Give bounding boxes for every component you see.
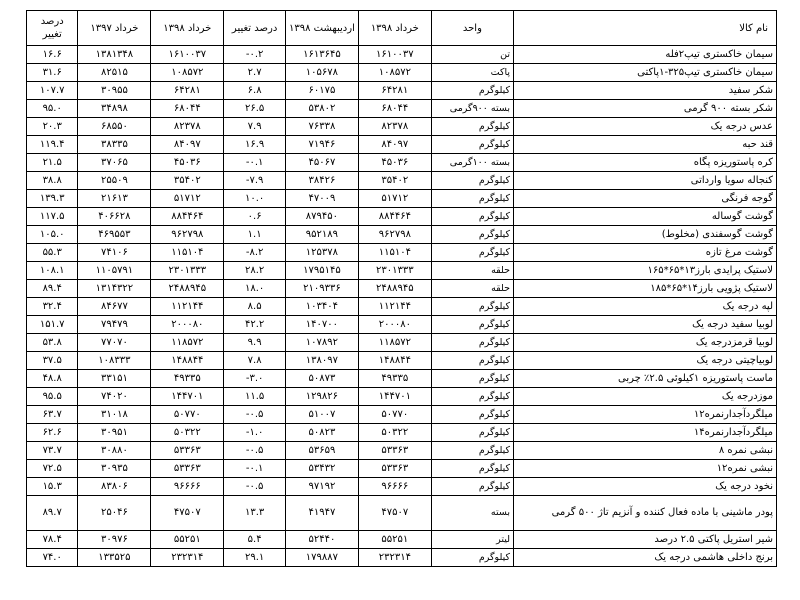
cell-c6: ۶۳.۷ — [27, 406, 78, 424]
cell-name: گوشت گوسفندی (مخلوط) — [514, 226, 777, 244]
cell-c1: ۴۹۳۳۵ — [358, 370, 431, 388]
cell-c5: ۳۰۹۵۵ — [78, 82, 151, 100]
cell-name: گوشت گوساله — [514, 208, 777, 226]
cell-name: لاستیک پژویی بارز۱۴*۶۵*۱۸۵ — [514, 280, 777, 298]
cell-unit: بسته ۹۰۰گرمی — [431, 100, 513, 118]
cell-unit: لیتر — [431, 531, 513, 549]
cell-c5: ۶۸۵۵۰ — [78, 118, 151, 136]
cell-c5: ۴۶۹۵۵۳ — [78, 226, 151, 244]
cell-c5: ۳۳۱۵۱ — [78, 370, 151, 388]
cell-c1: ۵۰۷۷۰ — [358, 406, 431, 424]
cell-c6: ۷۲.۵ — [27, 460, 78, 478]
cell-c6: ۱۰۷.۷ — [27, 82, 78, 100]
cell-c1: ۶۴۲۸۱ — [358, 82, 431, 100]
cell-c3: ۶.۸ — [224, 82, 286, 100]
cell-unit: حلقه — [431, 280, 513, 298]
cell-c2: ۱۷۹۵۱۴۵ — [285, 262, 358, 280]
cell-c2: ۵۳۶۵۹ — [285, 442, 358, 460]
cell-c3: ۷.۹ — [224, 118, 286, 136]
cell-name: گوجه فرنگی — [514, 190, 777, 208]
table-row — [27, 549, 777, 567]
table-row — [27, 190, 777, 208]
cell-c3: ۱۰.۰ — [224, 190, 286, 208]
cell-c4: ۸۸۴۴۶۴ — [151, 208, 224, 226]
cell-c6: ۱۱۹.۴ — [27, 136, 78, 154]
cell-c1: ۱۱۲۱۴۴ — [358, 298, 431, 316]
cell-name: نبشی نمره ۸ — [514, 442, 777, 460]
cell-c4: ۱۱۸۵۷۲ — [151, 334, 224, 352]
cell-c6: ۱۵.۳ — [27, 478, 78, 496]
cell-name: عدس درجه یک — [514, 118, 777, 136]
cell-unit: کیلوگرم — [431, 388, 513, 406]
cell-c6: ۲۰.۳ — [27, 118, 78, 136]
cell-c3: ۲۸.۲ — [224, 262, 286, 280]
cell-name: لاستیک پرایدی بارز۱۳*۶۵*۱۶۵ — [514, 262, 777, 280]
cell-c1: ۶۸۰۴۴ — [358, 100, 431, 118]
cell-c1: ۱۴۸۸۴۴ — [358, 352, 431, 370]
cell-c4: ۳۵۴۰۲ — [151, 172, 224, 190]
cell-c2: ۱۶۱۳۶۴۵ — [285, 46, 358, 64]
cell-c3: ۱۳.۳ — [224, 496, 286, 531]
cell-c5: ۷۴۰۲۰ — [78, 388, 151, 406]
cell-c5: ۷۴۱۰۶ — [78, 244, 151, 262]
table-row — [27, 82, 777, 100]
cell-name: لوبیا قرمزدرجه یک — [514, 334, 777, 352]
cell-unit: کیلوگرم — [431, 172, 513, 190]
cell-c3: ۱۶.۹ — [224, 136, 286, 154]
cell-c1: ۸۲۳۷۸ — [358, 118, 431, 136]
table-row — [27, 118, 777, 136]
cell-c2: ۵۳۸۰۲ — [285, 100, 358, 118]
cell-unit: کیلوگرم — [431, 82, 513, 100]
cell-c2: ۵۰۸۷۳ — [285, 370, 358, 388]
cell-c3: ۵.۴ — [224, 531, 286, 549]
cell-c4: ۲۳۲۳۱۴ — [151, 549, 224, 567]
cell-c3: -۰.۵ — [224, 406, 286, 424]
cell-unit: کیلوگرم — [431, 208, 513, 226]
cell-name: موزدرجه یک — [514, 388, 777, 406]
cell-c1: ۲۴۸۸۹۴۵ — [358, 280, 431, 298]
table-row — [27, 100, 777, 118]
cell-name: شکر بسته ۹۰۰ گرمی — [514, 100, 777, 118]
cell-c5: ۲۱۶۱۳ — [78, 190, 151, 208]
cell-unit: کیلوگرم — [431, 442, 513, 460]
table-row — [27, 226, 777, 244]
header-c5: خرداد ۱۳۹۷ — [78, 11, 151, 46]
cell-c3: -۳.۰ — [224, 370, 286, 388]
cell-c2: ۲۱۰۹۳۳۶ — [285, 280, 358, 298]
table-row — [27, 424, 777, 442]
cell-c6: ۸۹.۴ — [27, 280, 78, 298]
cell-name: سیمان خاکستری تیپ۲فله — [514, 46, 777, 64]
cell-unit: کیلوگرم — [431, 549, 513, 567]
cell-c2: ۷۱۹۴۶ — [285, 136, 358, 154]
table-row — [27, 406, 777, 424]
cell-name: لپه درجه یک — [514, 298, 777, 316]
table-row — [27, 262, 777, 280]
cell-c4: ۲۰۰۰۸۰ — [151, 316, 224, 334]
cell-c3: ۰.۶ — [224, 208, 286, 226]
cell-c5: ۳۰۸۸۰ — [78, 442, 151, 460]
cell-c5: ۲۵۰۴۶ — [78, 496, 151, 531]
cell-c3: ۹.۹ — [224, 334, 286, 352]
cell-c6: ۵۵.۳ — [27, 244, 78, 262]
table-row — [27, 46, 777, 64]
cell-c1: ۳۵۴۰۲ — [358, 172, 431, 190]
cell-name: نخود درجه یک — [514, 478, 777, 496]
cell-c6: ۲۱.۵ — [27, 154, 78, 172]
cell-c2: ۵۳۴۳۲ — [285, 460, 358, 478]
cell-c5: ۳۰۹۳۵ — [78, 460, 151, 478]
header-c3: درصد تغییر — [224, 11, 286, 46]
cell-c4: ۶۴۲۸۱ — [151, 82, 224, 100]
cell-unit: کیلوگرم — [431, 316, 513, 334]
cell-c4: ۹۶۲۷۹۸ — [151, 226, 224, 244]
cell-unit: حلقه — [431, 262, 513, 280]
cell-c3: ۸.۵ — [224, 298, 286, 316]
cell-c4: ۲۴۸۸۹۴۵ — [151, 280, 224, 298]
cell-unit: کیلوگرم — [431, 136, 513, 154]
cell-unit: کیلوگرم — [431, 334, 513, 352]
cell-c3: ۲۹.۱ — [224, 549, 286, 567]
cell-c3: -۰.۵ — [224, 442, 286, 460]
cell-c6: ۳۱.۶ — [27, 64, 78, 82]
cell-c3: ۲۶.۵ — [224, 100, 286, 118]
cell-c2: ۴۵۰۶۷ — [285, 154, 358, 172]
cell-c1: ۵۰۳۲۲ — [358, 424, 431, 442]
cell-c4: ۵۰۳۲۲ — [151, 424, 224, 442]
cell-c4: ۱۴۴۷۰۱ — [151, 388, 224, 406]
cell-c2: ۳۸۴۲۶ — [285, 172, 358, 190]
cell-c6: ۱۵۱.۷ — [27, 316, 78, 334]
header-c4: خرداد ۱۳۹۸ — [151, 11, 224, 46]
cell-c6: ۹۵.۵ — [27, 388, 78, 406]
cell-c4: ۹۶۶۶۶ — [151, 478, 224, 496]
cell-c6: ۴۸.۸ — [27, 370, 78, 388]
cell-c5: ۳۱۰۱۸ — [78, 406, 151, 424]
cell-name: میلگردآجدارنمره۱۲ — [514, 406, 777, 424]
cell-name: میلگردآجدارنمره۱۴ — [514, 424, 777, 442]
cell-c5: ۳۴۸۹۸ — [78, 100, 151, 118]
cell-c6: ۳۷.۵ — [27, 352, 78, 370]
cell-c1: ۱۱۵۱۰۴ — [358, 244, 431, 262]
cell-name: شیر استریل پاکتی ۲.۵ درصد — [514, 531, 777, 549]
table-row — [27, 442, 777, 460]
cell-c2: ۱۰۳۴۰۴ — [285, 298, 358, 316]
cell-c6: ۱۱۷.۵ — [27, 208, 78, 226]
cell-c3: -۰.۱ — [224, 154, 286, 172]
cell-c2: ۵۱۰۰۷ — [285, 406, 358, 424]
table-row — [27, 388, 777, 406]
cell-c2: ۱۳۸۰۹۷ — [285, 352, 358, 370]
table-row — [27, 154, 777, 172]
header-unit: واحد — [431, 11, 513, 46]
cell-c2: ۶۰۱۷۵ — [285, 82, 358, 100]
cell-c2: ۱۲۵۳۷۸ — [285, 244, 358, 262]
cell-c4: ۱۱۵۱۰۴ — [151, 244, 224, 262]
cell-c4: ۵۳۳۶۳ — [151, 442, 224, 460]
cell-unit: کیلوگرم — [431, 244, 513, 262]
header-c6: درصد تغییر — [27, 11, 78, 46]
cell-c5: ۷۷۰۷۰ — [78, 334, 151, 352]
cell-c2: ۴۷۰۰۹ — [285, 190, 358, 208]
cell-c2: ۱۰۷۸۹۲ — [285, 334, 358, 352]
cell-c1: ۸۸۴۴۶۴ — [358, 208, 431, 226]
cell-c1: ۵۳۳۶۳ — [358, 460, 431, 478]
cell-c5: ۳۰۹۷۶ — [78, 531, 151, 549]
cell-c6: ۷۴.۰ — [27, 549, 78, 567]
cell-c5: ۴۰۶۶۲۸ — [78, 208, 151, 226]
table-row — [27, 208, 777, 226]
table-row — [27, 460, 777, 478]
cell-c5: ۸۳۸۰۶ — [78, 478, 151, 496]
cell-unit: کیلوگرم — [431, 370, 513, 388]
cell-c4: ۱۶۱۰۰۳۷ — [151, 46, 224, 64]
cell-c6: ۸۹.۷ — [27, 496, 78, 531]
table-row — [27, 244, 777, 262]
cell-c1: ۱۰۸۵۷۲ — [358, 64, 431, 82]
cell-c4: ۱۰۸۵۷۲ — [151, 64, 224, 82]
table-body — [27, 46, 777, 567]
cell-c6: ۱۳۹.۳ — [27, 190, 78, 208]
cell-name: برنج داخلی هاشمی درجه یک — [514, 549, 777, 567]
cell-c1: ۲۳۰۱۳۳۳ — [358, 262, 431, 280]
cell-name: شکر سفید — [514, 82, 777, 100]
cell-c5: ۱۳۳۵۲۵ — [78, 549, 151, 567]
cell-c1: ۴۷۵۰۷ — [358, 496, 431, 531]
cell-c4: ۵۵۲۵۱ — [151, 531, 224, 549]
cell-name: گوشت مرغ تازه — [514, 244, 777, 262]
cell-c1: ۱۶۱۰۰۳۷ — [358, 46, 431, 64]
table-row — [27, 370, 777, 388]
cell-c3: ۴۲.۲ — [224, 316, 286, 334]
cell-c2: ۱۴۰۷۰۰ — [285, 316, 358, 334]
cell-c6: ۳۲.۴ — [27, 298, 78, 316]
table-row — [27, 334, 777, 352]
table-row — [27, 298, 777, 316]
price-table — [26, 10, 777, 567]
cell-c4: ۵۱۷۱۲ — [151, 190, 224, 208]
cell-c2: ۹۷۱۹۲ — [285, 478, 358, 496]
table-row — [27, 172, 777, 190]
cell-c1: ۹۶۲۷۹۸ — [358, 226, 431, 244]
cell-name: ماست پاستوریزه ۱کیلوئی ۲.۵٪ چربی — [514, 370, 777, 388]
table-row — [27, 496, 777, 531]
cell-c3: -۸.۲ — [224, 244, 286, 262]
cell-c5: ۱۱۰۵۷۹۱ — [78, 262, 151, 280]
price-table-container — [26, 10, 777, 567]
cell-unit: کیلوگرم — [431, 352, 513, 370]
cell-c1: ۴۵۰۳۶ — [358, 154, 431, 172]
cell-c6: ۱۶.۶ — [27, 46, 78, 64]
cell-c1: ۲۳۲۳۱۴ — [358, 549, 431, 567]
cell-c3: ۱۸.۰ — [224, 280, 286, 298]
cell-name: پودر ماشینی با ماده فعال کننده و آنزیم تاژ ۵۰۰ گرمی — [514, 496, 777, 531]
table-row — [27, 136, 777, 154]
cell-unit: پاکت — [431, 64, 513, 82]
cell-c2: ۹۵۲۱۸۹ — [285, 226, 358, 244]
cell-c6: ۹۵.۰ — [27, 100, 78, 118]
cell-c5: ۱۰۸۳۳۳ — [78, 352, 151, 370]
cell-c6: ۷۸.۴ — [27, 531, 78, 549]
cell-c3: ۷.۸ — [224, 352, 286, 370]
cell-c1: ۱۴۴۷۰۱ — [358, 388, 431, 406]
cell-unit: کیلوگرم — [431, 190, 513, 208]
table-row — [27, 352, 777, 370]
cell-unit: کیلوگرم — [431, 118, 513, 136]
cell-c4: ۱۱۲۱۴۴ — [151, 298, 224, 316]
cell-name: کره پاستوریزه پگاه — [514, 154, 777, 172]
cell-c5: ۳۸۳۳۵ — [78, 136, 151, 154]
cell-unit: کیلوگرم — [431, 478, 513, 496]
cell-c5: ۸۲۵۱۵ — [78, 64, 151, 82]
cell-c4: ۸۴۰۹۷ — [151, 136, 224, 154]
cell-c4: ۸۲۳۷۸ — [151, 118, 224, 136]
cell-unit: کیلوگرم — [431, 298, 513, 316]
table-row — [27, 280, 777, 298]
cell-c6: ۷۳.۷ — [27, 442, 78, 460]
cell-c1: ۱۱۸۵۷۲ — [358, 334, 431, 352]
cell-c2: ۷۶۳۳۸ — [285, 118, 358, 136]
cell-c3: -۱.۰ — [224, 424, 286, 442]
cell-name: قند حبه — [514, 136, 777, 154]
cell-c6: ۵۳.۸ — [27, 334, 78, 352]
cell-c3: ۱۱.۵ — [224, 388, 286, 406]
cell-unit: کیلوگرم — [431, 424, 513, 442]
cell-c5: ۲۵۵۰۹ — [78, 172, 151, 190]
cell-c4: ۲۳۰۱۳۳۳ — [151, 262, 224, 280]
cell-name: کنجاله سویا وارداتی — [514, 172, 777, 190]
cell-c1: ۵۳۳۶۳ — [358, 442, 431, 460]
cell-c4: ۴۹۳۳۵ — [151, 370, 224, 388]
cell-c5: ۸۴۶۷۷ — [78, 298, 151, 316]
cell-c3: -۰.۲ — [224, 46, 286, 64]
cell-c3: -۰.۱ — [224, 460, 286, 478]
cell-c2: ۱۷۹۸۸۷ — [285, 549, 358, 567]
table-row — [27, 531, 777, 549]
cell-c6: ۱۰۸.۱ — [27, 262, 78, 280]
cell-c1: ۸۴۰۹۷ — [358, 136, 431, 154]
cell-c4: ۱۴۸۸۴۴ — [151, 352, 224, 370]
cell-c1: ۵۵۲۵۱ — [358, 531, 431, 549]
cell-c3: -۰.۵ — [224, 478, 286, 496]
cell-c6: ۶۲.۶ — [27, 424, 78, 442]
cell-name: سیمان خاکستری تیپ۳۲۵-۱پاکتی — [514, 64, 777, 82]
cell-c4: ۴۵۰۳۶ — [151, 154, 224, 172]
cell-unit: کیلوگرم — [431, 406, 513, 424]
header-name: نام کالا — [514, 11, 777, 46]
cell-unit: تن — [431, 46, 513, 64]
cell-c5: ۳۰۹۵۱ — [78, 424, 151, 442]
cell-unit: بسته — [431, 496, 513, 531]
cell-c3: ۱.۱ — [224, 226, 286, 244]
cell-unit: بسته ۱۰۰گرمی — [431, 154, 513, 172]
table-row — [27, 316, 777, 334]
cell-c5: ۳۷۰۶۵ — [78, 154, 151, 172]
cell-c5: ۷۹۴۷۹ — [78, 316, 151, 334]
cell-c2: ۱۲۹۸۲۶ — [285, 388, 358, 406]
cell-c4: ۶۸۰۴۴ — [151, 100, 224, 118]
cell-unit: کیلوگرم — [431, 226, 513, 244]
cell-c2: ۱۰۵۶۷۸ — [285, 64, 358, 82]
cell-c1: ۵۱۷۱۲ — [358, 190, 431, 208]
header-c1: خرداد ۱۳۹۸ — [358, 11, 431, 46]
header-row — [27, 11, 777, 46]
cell-unit: کیلوگرم — [431, 460, 513, 478]
cell-c1: ۲۰۰۰۸۰ — [358, 316, 431, 334]
cell-c3: ۲.۷ — [224, 64, 286, 82]
cell-c2: ۵۲۴۴۰ — [285, 531, 358, 549]
cell-c2: ۵۰۸۲۳ — [285, 424, 358, 442]
cell-c5: ۱۳۱۴۳۲۲ — [78, 280, 151, 298]
cell-c6: ۳۸.۸ — [27, 172, 78, 190]
cell-name: لوبیا سفید درجه یک — [514, 316, 777, 334]
cell-c4: ۵۳۳۶۳ — [151, 460, 224, 478]
cell-c2: ۸۷۹۴۵۰ — [285, 208, 358, 226]
cell-c5: ۱۳۸۱۳۴۸ — [78, 46, 151, 64]
table-row — [27, 478, 777, 496]
cell-c4: ۵۰۷۷۰ — [151, 406, 224, 424]
header-c2: اردیبهشت ۱۳۹۸ — [285, 11, 358, 46]
table-header — [27, 11, 777, 46]
cell-name: نبشی نمره۱۲ — [514, 460, 777, 478]
cell-c2: ۴۱۹۴۷ — [285, 496, 358, 531]
cell-c3: -۷.۹ — [224, 172, 286, 190]
table-row — [27, 64, 777, 82]
cell-c6: ۱۰۵.۰ — [27, 226, 78, 244]
cell-name: لوبیاچیتی درجه یک — [514, 352, 777, 370]
cell-c4: ۴۷۵۰۷ — [151, 496, 224, 531]
cell-c1: ۹۶۶۶۶ — [358, 478, 431, 496]
